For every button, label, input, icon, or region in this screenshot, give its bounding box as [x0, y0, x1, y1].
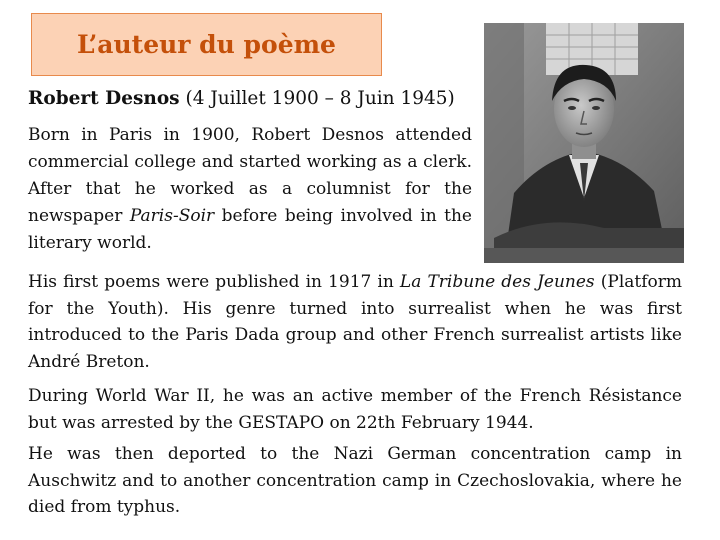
paragraph-2-text-a: His first poems were published in 1917 in	[28, 272, 400, 292]
author-dates: (4 Juillet 1900 – 8 Juin 1945)	[179, 88, 455, 109]
paragraph-1-text-a: Born in Paris in 1900, Robert Desnos attended commercial college and started working as a clerk. After that he worked as a columnist for the newspaper	[28, 125, 472, 226]
biography-paragraph-4: He was then deported to the Nazi German concentration camp in Auschwitz and to another concentration camp in Czechoslovakia, where he died from typhus.	[28, 444, 682, 517]
author-name: Robert Desnos	[28, 88, 180, 109]
biography-paragraph-2	[28, 269, 682, 375]
publication-title: La Tribune des Jeunes	[399, 272, 595, 292]
portrait-illustration	[484, 23, 684, 263]
paragraph-1-text-b: before being involved in the literary world.	[28, 206, 472, 253]
title-box	[31, 13, 382, 76]
biography-paragraph-3: During World War II, he was an active member of the French Résistance but was arrested by the GESTAPO on 22th February 1944.	[28, 386, 682, 433]
newspaper-title: Paris-Soir	[129, 206, 215, 226]
page-title: L’auteur du poème	[77, 30, 336, 59]
author-heading	[28, 88, 498, 109]
author-portrait-photo	[484, 23, 684, 263]
biography-paragraph-1	[28, 122, 472, 257]
paragraph-2-text-b: (Platform for the Youth). His genre turned into surrealist when he was first introduced to the Paris Dada group and other French surrealist artists like André Breton.	[28, 272, 682, 372]
